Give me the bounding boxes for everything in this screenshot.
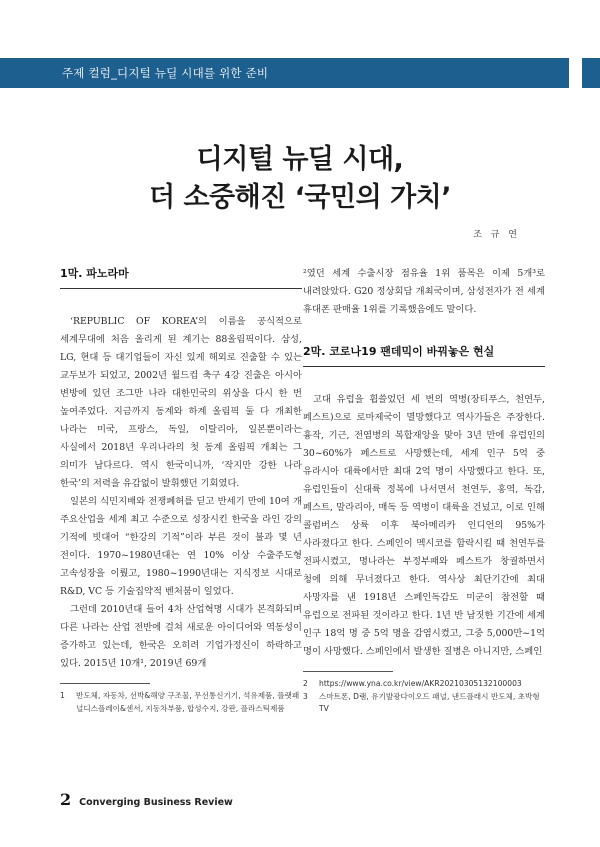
left-column [60, 265, 302, 715]
side-tab [582, 58, 600, 88]
paragraph: 그런데 2010년대 들어 4차 산업혁명 시대가 본격화되며 다른 나라는 산업 전반에 걸쳐 새로운 아이디어와 역동성이 증가하고 있는데, 한국은 오히려 기업가정신이 하락하고 있다. 2015년 10개¹, 2019년 69개 [60, 604, 302, 669]
footnote-rule [303, 671, 393, 672]
footnote-text: https://www.yna.co.kr/view/AKR20210305132100003 [319, 679, 522, 688]
footnote [60, 690, 302, 715]
page-number: 2 [60, 790, 72, 809]
paragraph: 고대 유럽을 휩쓸었던 세 번의 역병(장티푸스, 천연두, 페스트)으로 로마제국이 멸망했다고 역사가들은 주장한다. 흉작, 기근, 전염병의 복합재앙을 맞아 3년 만에 유럽인의 30~60%가 페스트로 사망했는데, 세계 인구 5억 중 유라시아 대륙에서만 최대 2억 명이 사망했다고 한다. 또, 유럽인들이 신대륙 정복에 나서면서 천연두, 홍역, 독감, 페스트, 말라리아, 매독 등 역병이 대륙을 건넜고, 이로 인해 콜럼버스 상륙 이후 북아메리카 인디언의 95%가 사라졌다고 한다. 스페인이 멕시코를 함락시킬 때 천연두를 전파시켰고, 명나라는 부정부패와 페스트가 창궐하면서 청에 의해 무너졌다고 한다. 역사상 최단기간에 최대 사망자를 낸 1918년 스페인독감도 미군이 참전할 때 유럽으로 전파된 것이라고 한다. 1년 반 남짓한 기간에 세계 인구 18억 명 중 5억 명을 감염시켰고, 그중 5,000만~1억 명이 사망했다. 스페인에서 발생한 질병은 아니지만, 스페인 [303, 394, 545, 657]
footnote-number: 3 [303, 691, 308, 701]
article-title-line2: 더 소중해진 ‘국민의 가치’ [148, 182, 452, 213]
footnote-text: 반도체, 자동차, 선박&해양 구조물, 무선통신기기, 석유제품, 플랫패널디스플레이&센서, 지동차부품, 합성수지, 강판, 플라스틱제품 [76, 691, 300, 713]
article-title-line1: 디지털 뉴딜 시대, [196, 144, 404, 175]
section-label: 주제 컬럼_디지털 뉴딜 시대를 위한 준비 [62, 66, 269, 80]
footnote [303, 678, 545, 691]
paragraph: ‘REPUBLIC OF KOREA’의 이름을 공식적으로 세계무대에 처음 올리게 된 계기는 88올림픽이다. 삼성, LG, 현대 등 대기업들이 자신 있게 해외로 진출할 수 있는 교두보가 되었고, 2002년 월드컵 축구 4강 진출은 아시아 변방에 있던 조그만 나라 대한민국의 위상을 다시 한 번 높여주었다. 지금까지 동계와 하계 올림픽 둘 다 개최한 나라는 미국, 프랑스, 독일, 이탈리아, 일본뿐이라는 사실에서 2018년 우리나라의 첫 동계 올림픽 개최는 그 의미가 남다르다. 역시 한국이니까, ‘작지만 강한 나라 한국’의 저력을 유감없이 발휘했던 기회였다. [60, 316, 302, 489]
author-name: 조 규 연 [473, 230, 520, 240]
footnote-number: 1 [60, 691, 65, 700]
publication-name: Converging Business Review [79, 797, 233, 808]
section-heading-1: 1막. 파노라마 [60, 265, 302, 289]
paragraph: ²였던 세계 수출시장 점유율 1위 품목은 이제 5개³로 내려앉았다. G20 정상회담 개최국이며, 삼성전자가 전 세계 휴대폰 판매율 1위를 기록했음에도 말이다. [303, 268, 545, 315]
section-heading-2: 2막. 코로나19 팬데믹이 바꿔놓은 현실 [303, 343, 545, 367]
page-footer [60, 790, 233, 809]
footnote-number: 2 [303, 679, 308, 688]
paragraph: 일본의 식민지배와 전쟁폐허를 딛고 반세기 만에 10여 개 주요산업을 세계 최고 수준으로 성장시킨 한국을 라인 강의 기적에 빗대어 “한강의 기적”이라 부른 것이 불과 몇 년 전이다. 1970~1980년대는 연 10% 이상 수출주도형 고속성장을 이뤘고, 1980~1990년대는 지식정보 시대로 R&D, VC 등 기술집약적 벤처붐이 일었다. [60, 496, 302, 597]
footnote-text: 스마트폰, D램, 유기발광다이오드 패널, 낸드플래시 반도체, 초박형 TV [319, 691, 540, 713]
section-header-band [0, 58, 569, 88]
footnote [303, 691, 545, 716]
right-column [303, 265, 545, 716]
footnote-rule [60, 683, 150, 684]
